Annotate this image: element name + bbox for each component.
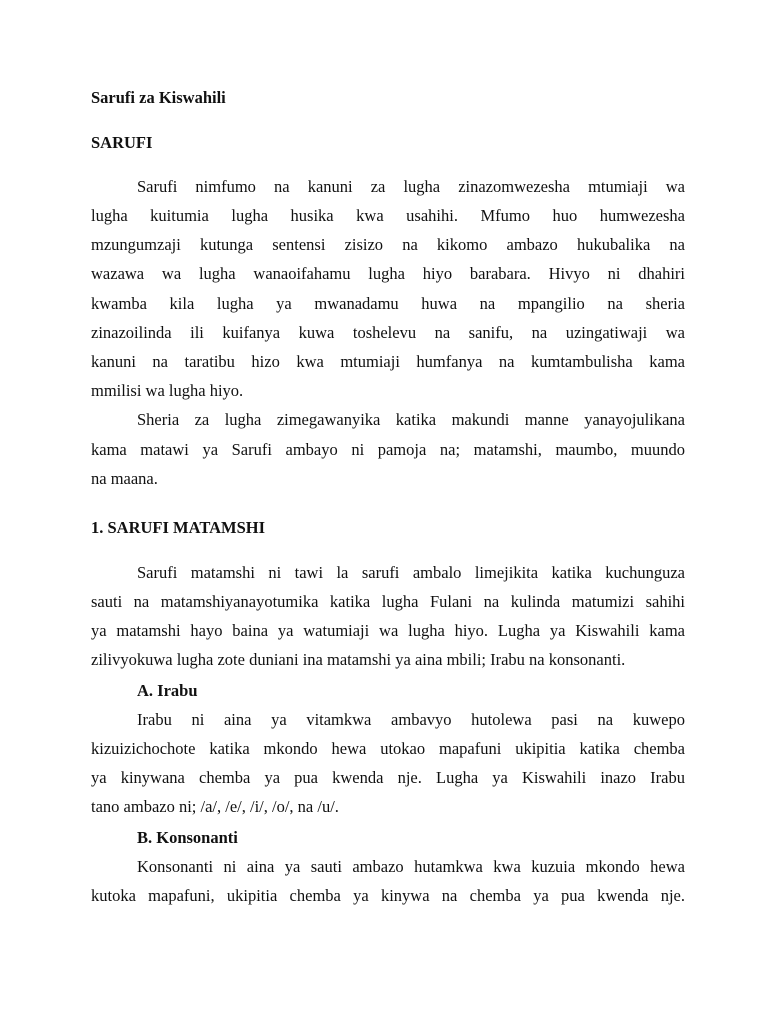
section-heading-sarufi: SARUFI (91, 133, 153, 152)
paragraph-line: na maana. (91, 469, 158, 488)
paragraph-line: zilivyokuwa lugha zote duniani ina matamshi ya aina mbili; Irabu na konsonanti. (91, 650, 626, 669)
paragraph-line: sauti na matamshiyanayotumika katika lugha Fulani na kulinda matumizi sahihi (91, 592, 685, 611)
paragraph-line: mzungumzaji kutunga sentensi zisizo na kikomo ambazo hukubalika na (91, 235, 685, 254)
paragraph-line: lugha kuitumia lugha husika kwa usahihi. Mfumo huo humwezesha (91, 206, 685, 225)
paragraph-line: kutoka mapafuni, ukipitia chemba ya kinywa na chemba ya pua kwenda nje. (91, 886, 685, 905)
paragraph-line: kama matawi ya Sarufi ambayo ni pamoja na; matamshi, maumbo, muundo (91, 440, 685, 459)
paragraph-line: ya matamshi hayo baina ya watumiaji wa lugha hiyo. Lugha ya Kiswahili kama (91, 621, 685, 640)
section-heading-sarufi-matamshi: 1. SARUFI MATAMSHI (91, 518, 266, 537)
paragraph-line: Irabu ni aina ya vitamkwa ambavyo hutolewa pasi na kuwepo (137, 710, 685, 729)
paragraph-line: Sarufi matamshi ni tawi la sarufi ambalo limejikita katika kuchunguza (137, 563, 685, 582)
paragraph-line: ya kinywana chemba ya pua kwenda nje. Lugha ya Kiswahili inazo Irabu (91, 768, 685, 787)
paragraph-line: tano ambazo ni; /a/, /e/, /i/, /o/, na /u/. (91, 797, 339, 816)
subsection-heading-irabu: A. Irabu (137, 681, 198, 700)
paragraph-line: wazawa wa lugha wanaoifahamu lugha hiyo barabara. Hivyo ni dhahiri (91, 264, 685, 283)
document-title: Sarufi za Kiswahili (91, 88, 226, 107)
paragraph-line: kizuizichochote katika mkondo hewa utokao mapafuni ukipitia katika chemba (91, 739, 685, 758)
paragraph-line: Sheria za lugha zimegawanyika katika makundi manne yanayojulikana (137, 410, 685, 429)
paragraph-line: zinazoilinda ili kuifanya kuwa toshelevu na sanifu, na uzingatiwaji wa (91, 323, 685, 342)
subsection-heading-konsonanti: B. Konsonanti (137, 828, 238, 847)
paragraph-line: Konsonanti ni aina ya sauti ambazo hutamkwa kwa kuzuia mkondo hewa (137, 857, 685, 876)
paragraph-line: mmilisi wa lugha hiyo. (91, 381, 244, 400)
paragraph-line: kanuni na taratibu hizo kwa mtumiaji humfanya na kumtambulisha kama (91, 352, 685, 371)
paragraph-line: Sarufi nimfumo na kanuni za lugha zinazomwezesha mtumiaji wa (137, 177, 685, 196)
paragraph-line: kwamba kila lugha ya mwanadamu huwa na mpangilio na sheria (91, 294, 685, 313)
document-page (91, 0, 685, 1024)
